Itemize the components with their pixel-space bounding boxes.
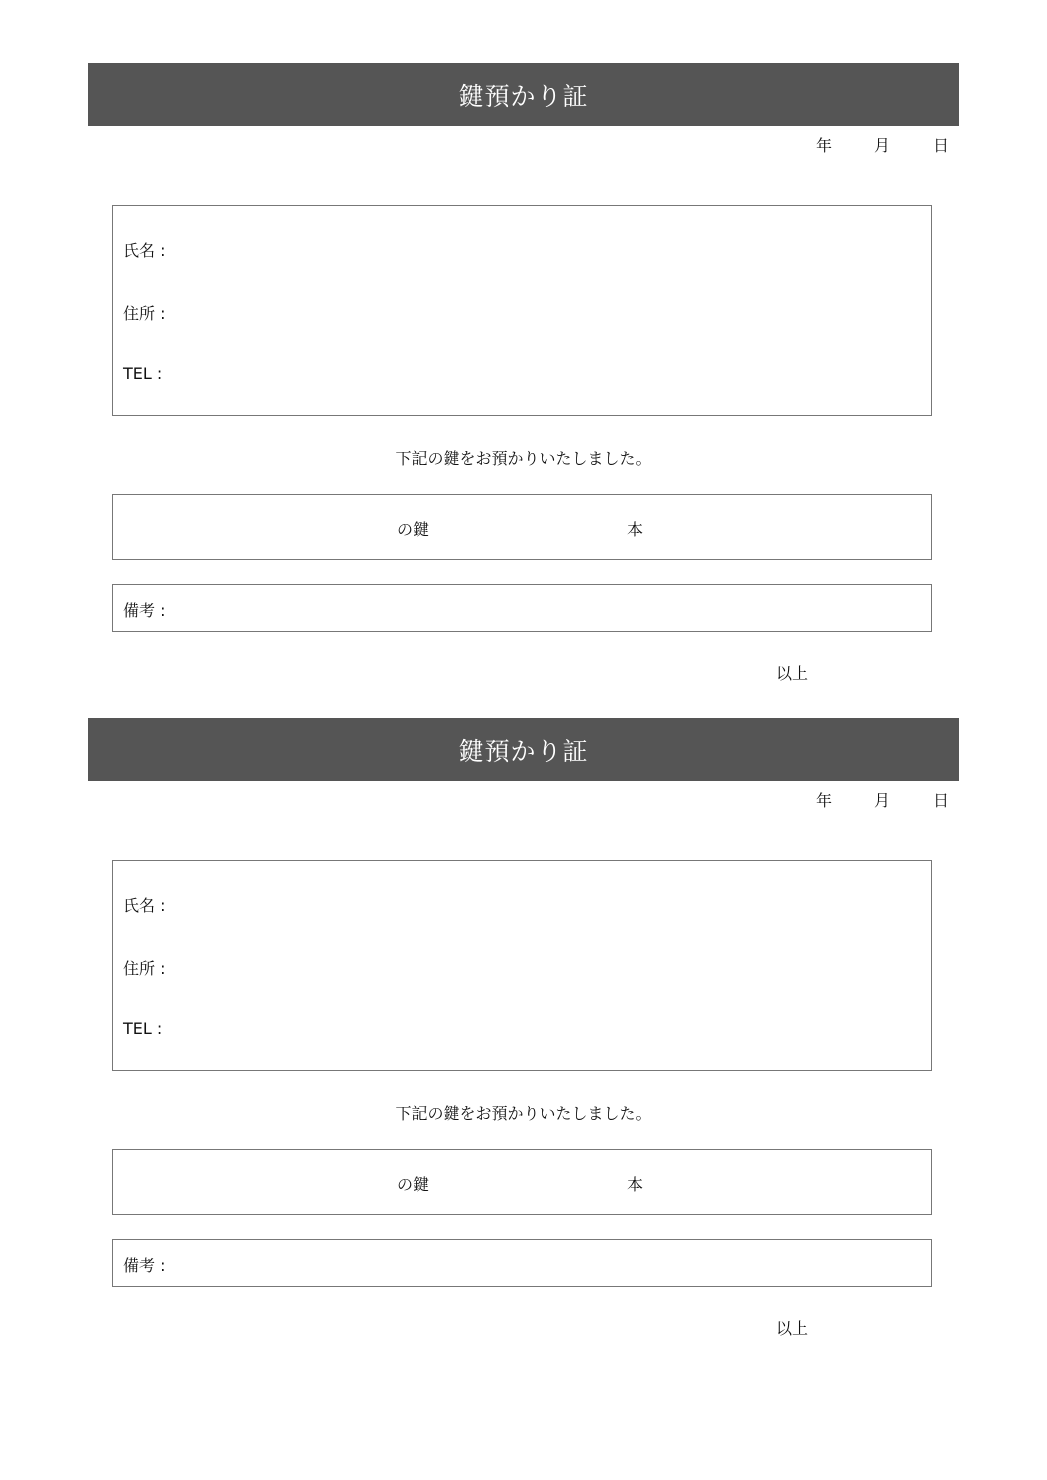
address-label: 住所 : bbox=[123, 959, 166, 978]
memo-box bbox=[112, 584, 932, 632]
memo-label: 備考 : bbox=[123, 1256, 166, 1275]
name-label: 氏名 : bbox=[123, 241, 166, 260]
date-day-label: 日 bbox=[933, 791, 950, 810]
closing-text: 以上 bbox=[776, 1319, 809, 1338]
name-label: 氏名 : bbox=[123, 896, 166, 915]
receipt-statement: 下記の鍵をお預かりいたしました。 bbox=[395, 449, 652, 468]
date-row bbox=[800, 788, 960, 808]
key-receipt-1 bbox=[0, 0, 1047, 683]
key-label: の鍵 bbox=[397, 1175, 430, 1194]
date-month-label: 月 bbox=[874, 136, 891, 155]
memo-box bbox=[112, 1239, 932, 1287]
key-detail-box bbox=[112, 494, 932, 560]
depositor-info-box bbox=[112, 205, 932, 416]
key-label: の鍵 bbox=[397, 520, 430, 539]
receipt-title: 鍵預かり証 bbox=[88, 718, 959, 781]
date-year-label: 年 bbox=[816, 136, 833, 155]
receipt-title: 鍵預かり証 bbox=[88, 63, 959, 126]
key-receipt-2 bbox=[0, 655, 1047, 1338]
receipt-statement: 下記の鍵をお預かりいたしました。 bbox=[395, 1104, 652, 1123]
closing-text: 以上 bbox=[776, 664, 809, 683]
date-year-label: 年 bbox=[816, 791, 833, 810]
tel-label: TEL : bbox=[123, 364, 163, 383]
date-row bbox=[800, 133, 960, 153]
memo-label: 備考 : bbox=[123, 601, 166, 620]
key-detail-box bbox=[112, 1149, 932, 1215]
address-label: 住所 : bbox=[123, 304, 166, 323]
depositor-info-box bbox=[112, 860, 932, 1071]
date-day-label: 日 bbox=[933, 136, 950, 155]
date-month-label: 月 bbox=[874, 791, 891, 810]
tel-label: TEL : bbox=[123, 1019, 163, 1038]
key-count-label: 本 bbox=[627, 520, 644, 539]
key-count-label: 本 bbox=[627, 1175, 644, 1194]
